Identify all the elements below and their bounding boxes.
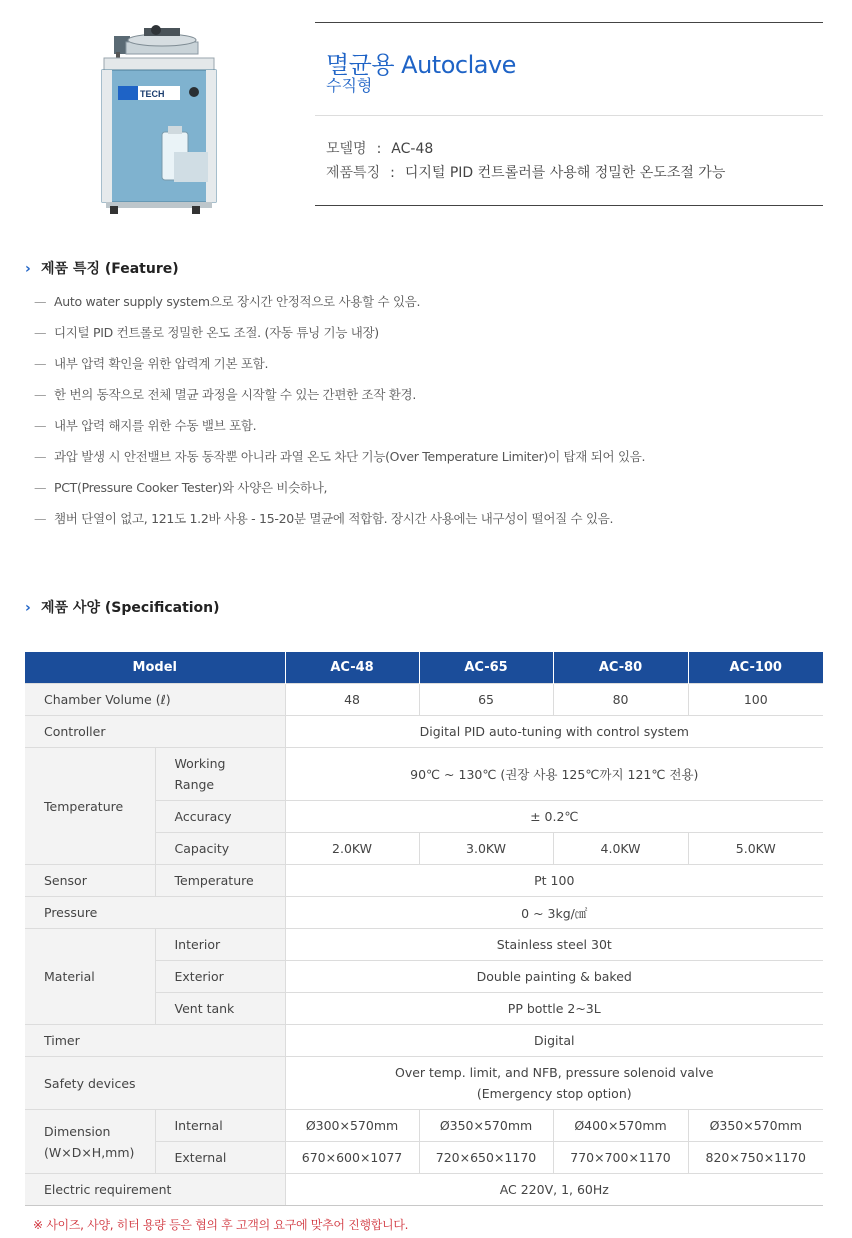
table-cell: Ø400×570mm [553, 1110, 688, 1142]
table-row [25, 897, 823, 929]
column-header: AC-80 [553, 652, 688, 684]
logo-text: TECH [140, 89, 165, 99]
product-info-box [315, 22, 823, 206]
table-row [25, 748, 823, 801]
column-header: AC-65 [419, 652, 553, 684]
table-row [25, 1057, 823, 1110]
table-cell: Ø350×570mm [688, 1110, 823, 1142]
row-label: Temperature [25, 748, 155, 865]
table-cell: PP bottle 2~3L [285, 993, 823, 1025]
row-label: Controller [25, 716, 285, 748]
row-sublabel: Exterior [155, 961, 285, 993]
feature-value: 디지털 PID 컨트롤러를 사용해 정밀한 온도조절 가능 [404, 165, 726, 181]
table-cell: ± 0.2℃ [285, 801, 823, 833]
table-cell: 65 [419, 684, 553, 716]
model-value: AC-48 [391, 141, 434, 157]
row-sublabel: Internal [155, 1110, 285, 1142]
row-label: Sensor [25, 865, 155, 897]
list-item: — Auto water supply system으로 장시간 안정적으로 사용할 수 있음. [34, 294, 421, 309]
table-header-row [25, 652, 823, 684]
row-label: Timer [25, 1025, 285, 1057]
table-cell: 2.0KW [285, 833, 419, 865]
table-row [25, 929, 823, 961]
row-sublabel: Temperature [155, 865, 285, 897]
table-cell: Double painting & baked [285, 961, 823, 993]
feature-heading [25, 258, 179, 278]
feature-info: 제품특징 : 디지털 PID 컨트롤러를 사용해 정밀한 온도조절 가능 [326, 165, 726, 181]
row-sublabel: Accuracy [155, 801, 285, 833]
chevron-right-icon: › [25, 261, 31, 277]
table-cell: 100 [688, 684, 823, 716]
feature-label: 제품특징 [326, 165, 381, 181]
row-label: Dimension (W×D×H,mm) [25, 1110, 155, 1174]
row-sublabel: External [155, 1142, 285, 1174]
table-cell: Digital [285, 1025, 823, 1057]
autoclave-illustration [96, 22, 222, 216]
table-cell: 770×700×1170 [553, 1142, 688, 1174]
table-cell: 4.0KW [553, 833, 688, 865]
list-item: — 챔버 단열이 없고, 121도 1.2바 사용 - 15-20분 멸균에 적합함. 장시간 사용에는 내구성이 떨어질 수 있음. [34, 511, 614, 526]
feature-heading-text: 제품 특징 (Feature) [41, 261, 179, 277]
footnote: ※ 사이즈, 사양, 히터 용량 등은 협의 후 고객의 요구에 맞추어 진행합니다. [33, 1218, 409, 1232]
table-cell: Ø350×570mm [419, 1110, 553, 1142]
row-label: Chamber Volume (ℓ) [25, 684, 285, 716]
list-item: — PCT(Pressure Cooker Tester)와 사양은 비슷하나, [34, 480, 328, 495]
row-sublabel: Capacity [155, 833, 285, 865]
column-header: Model [25, 652, 285, 684]
row-sublabel: Working Range [155, 748, 285, 801]
table-row [25, 1174, 823, 1206]
table-row [25, 1025, 823, 1057]
table-cell: AC 220V, 1, 60Hz [285, 1174, 823, 1206]
list-item: — 과압 발생 시 안전밸브 자동 동작뿐 아니라 과열 온도 차단 기능(Over Temperature Limiter)이 탑재 되어 있음. [34, 449, 646, 464]
table-cell: 48 [285, 684, 419, 716]
spec-table [25, 652, 823, 1206]
row-label: Electric requirement [25, 1174, 285, 1206]
table-cell: Stainless steel 30t [285, 929, 823, 961]
table-cell: Ø300×570mm [285, 1110, 419, 1142]
table-row [25, 1110, 823, 1142]
table-cell: 670×600×1077 [285, 1142, 419, 1174]
table-cell: 820×750×1170 [688, 1142, 823, 1174]
product-image [96, 22, 222, 216]
spec-heading-text: 제품 사양 (Specification) [41, 600, 220, 616]
table-cell: 720×650×1170 [419, 1142, 553, 1174]
table-cell: Pt 100 [285, 865, 823, 897]
table-row [25, 716, 823, 748]
row-label: Safety devices [25, 1057, 285, 1110]
table-cell: Digital PID auto-tuning with control system [285, 716, 823, 748]
product-title: 멸균용 Autoclave [326, 51, 516, 79]
table-cell: 90℃ ~ 130℃ (권장 사용 125℃까지 121℃ 전용) [285, 748, 823, 801]
list-item: — 디지털 PID 컨트롤로 정밀한 온도 조절. (자동 튜닝 기능 내장) [34, 325, 379, 340]
product-subtitle: 수직형 [326, 76, 373, 95]
model-label: 모델명 [326, 141, 367, 157]
table-cell: 80 [553, 684, 688, 716]
column-header: AC-100 [688, 652, 823, 684]
row-sublabel: Interior [155, 929, 285, 961]
list-item: — 한 번의 동작으로 전체 멸균 과정을 시작할 수 있는 간편한 조작 환경. [34, 387, 417, 402]
table-cell: 3.0KW [419, 833, 553, 865]
list-item: — 내부 압력 해지를 위한 수동 밸브 포함. [34, 418, 257, 433]
chevron-right-icon: › [25, 600, 31, 616]
table-cell: 0 ~ 3kg/㎠ [285, 897, 823, 929]
row-label: Material [25, 929, 155, 1025]
list-item: — 내부 압력 확인을 위한 압력계 기본 포함. [34, 356, 269, 371]
row-label: Pressure [25, 897, 285, 929]
column-header: AC-48 [285, 652, 419, 684]
table-cell: 5.0KW [688, 833, 823, 865]
model-info: 모델명 : AC-48 [326, 141, 434, 157]
spec-heading [25, 597, 220, 617]
table-row [25, 684, 823, 716]
divider [315, 115, 823, 116]
table-cell: Over temp. limit, and NFB, pressure solenoid valve (Emergency stop option) [285, 1057, 823, 1110]
row-sublabel: Vent tank [155, 993, 285, 1025]
table-row [25, 865, 823, 897]
feature-list [34, 292, 645, 540]
